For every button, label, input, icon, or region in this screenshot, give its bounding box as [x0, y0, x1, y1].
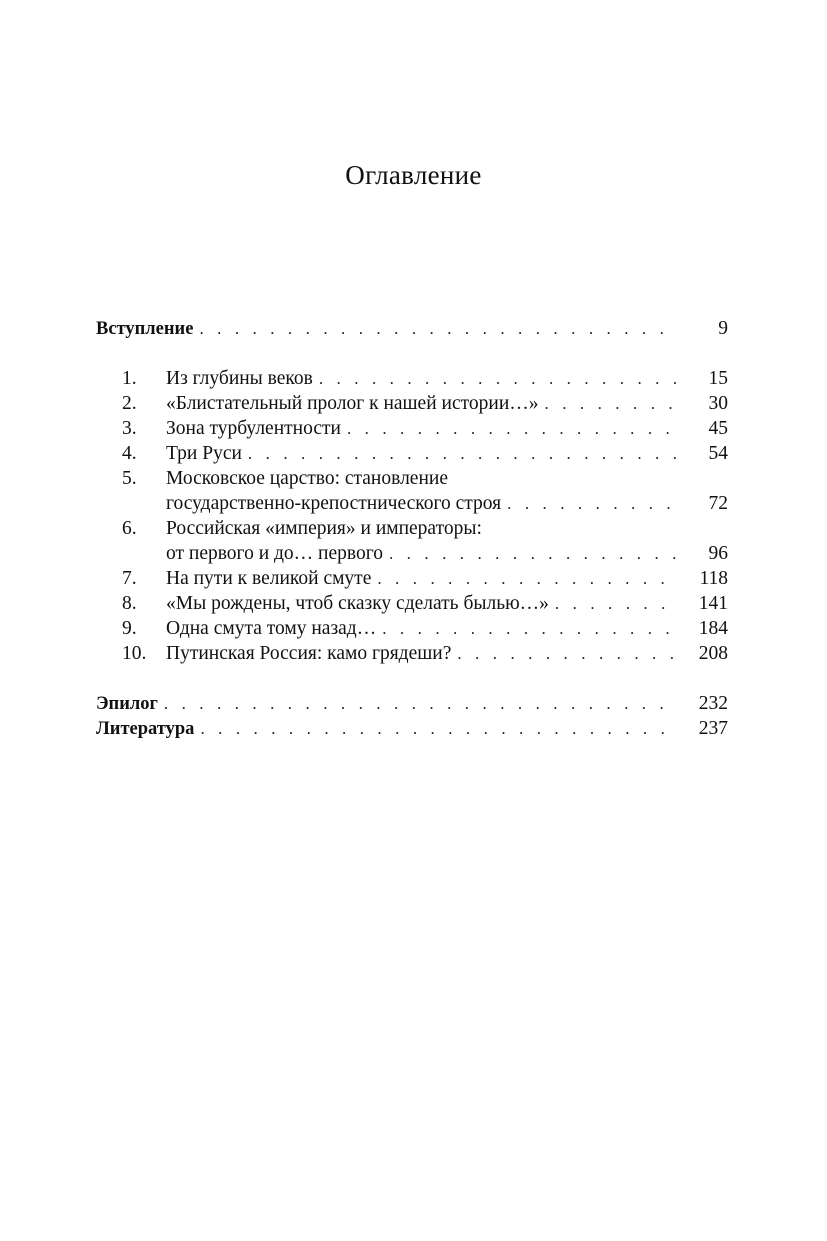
chapter-number: 5.	[122, 468, 137, 489]
dot-leader	[389, 541, 676, 566]
dot-leader	[319, 366, 676, 391]
chapter-title: Зона турбулентности	[166, 418, 341, 439]
page-number: 72	[708, 493, 728, 514]
chapter-title: Путинская Россия: камо грядеши?	[166, 643, 452, 664]
chapter-number: 3.	[122, 418, 137, 439]
page-title: Оглавление	[345, 160, 482, 190]
chapter-title: Три Руси	[166, 443, 242, 464]
page-number: 15	[708, 368, 728, 389]
dot-leader	[507, 491, 676, 516]
toc-chapter[interactable]	[96, 466, 728, 491]
toc-entry-intro[interactable]	[96, 316, 728, 341]
chapter-title: На пути к великой смуте	[166, 568, 372, 589]
chapter-number: 2.	[122, 393, 137, 414]
toc-chapter[interactable]	[96, 566, 728, 591]
chapter-title: «Блистательный пролог к нашей истории…»	[166, 393, 539, 414]
toc-chapter[interactable]	[96, 591, 728, 616]
chapter-title: Одна смута тому назад…	[166, 618, 377, 639]
chapter-number: 1.	[122, 368, 137, 389]
toc-entry-label: Литература	[96, 719, 195, 739]
page-number: 9	[718, 318, 728, 339]
chapter-number: 9.	[122, 618, 137, 639]
toc-chapter[interactable]	[96, 441, 728, 466]
spacer	[96, 341, 728, 366]
dot-leader	[347, 416, 676, 441]
chapter-number: 6.	[122, 518, 137, 539]
toc-entry-literature[interactable]	[96, 716, 728, 741]
dot-leader	[457, 641, 676, 666]
toc-entry-label: Эпилог	[96, 694, 158, 714]
table-of-contents	[96, 316, 728, 741]
toc-entry-epilogue[interactable]	[96, 691, 728, 716]
page-number: 232	[698, 693, 728, 714]
chapter-title: Из глубины веков	[166, 368, 313, 389]
page-number: 45	[708, 418, 728, 439]
dot-leader	[164, 691, 676, 716]
chapter-number: 7.	[122, 568, 137, 589]
toc-chapter[interactable]	[96, 416, 728, 441]
chapter-title-line-2: государственно-крепостнического строя	[166, 493, 502, 514]
page-number: 208	[698, 643, 728, 664]
toc-chapter[interactable]	[96, 391, 728, 416]
page-number: 54	[708, 443, 728, 464]
page-number: 184	[698, 618, 728, 639]
toc-chapter-continuation[interactable]	[96, 491, 728, 516]
toc-chapter[interactable]	[96, 616, 728, 641]
page-number: 118	[699, 568, 728, 589]
spacer	[96, 666, 728, 691]
toc-chapter-continuation[interactable]	[96, 541, 728, 566]
chapter-title-line-1: Московское царство: становление	[166, 468, 448, 489]
page-number: 96	[708, 543, 728, 564]
dot-leader	[382, 616, 676, 641]
dot-leader	[200, 716, 676, 741]
dot-leader	[545, 391, 677, 416]
dot-leader	[377, 566, 676, 591]
dot-leader	[248, 441, 676, 466]
chapter-title: «Мы рождены, чтоб сказку сделать былью…»	[166, 593, 549, 614]
chapter-number: 4.	[122, 443, 137, 464]
toc-chapter[interactable]	[96, 516, 728, 541]
chapter-number: 8.	[122, 593, 137, 614]
page-number: 237	[698, 718, 728, 739]
toc-entry-label: Вступление	[96, 319, 194, 339]
chapter-title-line-1: Российская «империя» и императоры:	[166, 518, 482, 539]
toc-chapter[interactable]	[96, 641, 728, 666]
chapter-title-line-2: от первого и до… первого	[166, 543, 383, 564]
page-number: 141	[698, 593, 728, 614]
page-number: 30	[708, 393, 728, 414]
dot-leader	[199, 316, 676, 341]
toc-chapter[interactable]	[96, 366, 728, 391]
chapter-number: 10.	[122, 643, 147, 664]
dot-leader	[555, 591, 676, 616]
